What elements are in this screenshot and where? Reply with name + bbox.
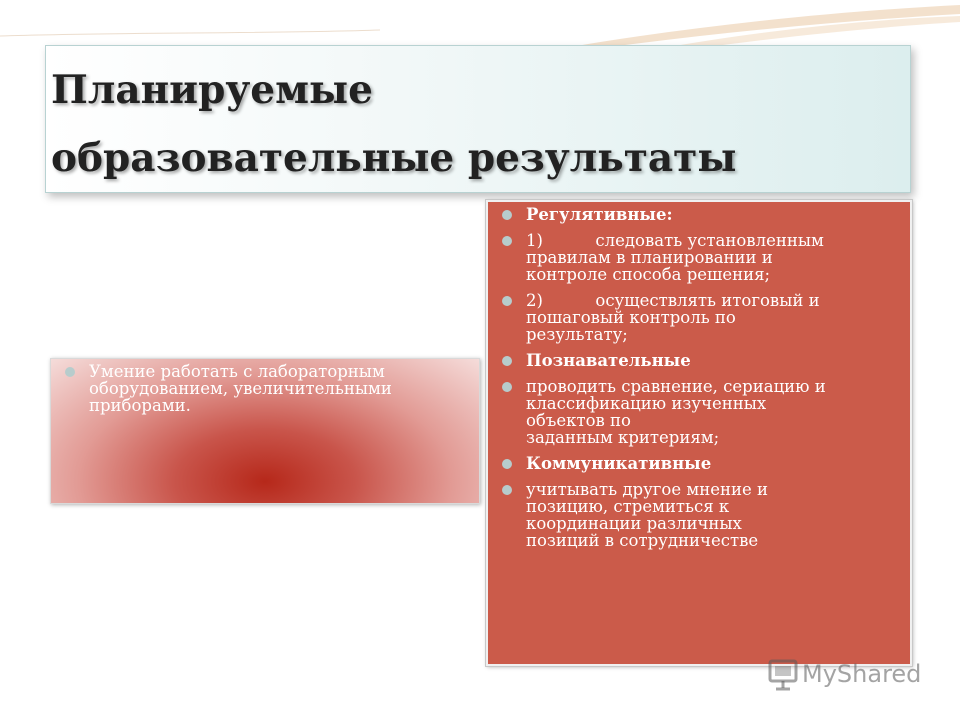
list-item [63,363,478,414]
list-item [500,232,908,283]
list-item-text: учитывать другое мнение и позицию, стремиться к координации различных позиций в сотрудничестве [526,480,768,550]
list-item [500,378,908,446]
bullet-dot-icon [502,236,512,246]
list-item-text: 2) осуществлять итоговый и пошаговый контроль по результату; [526,291,820,344]
list-item [500,481,908,549]
list-item-text: проводить сравнение, сериацию и классификацию изученных объектов по заданным критериям; [526,377,826,447]
list-item [500,352,908,369]
bullet-dot-icon [502,459,512,469]
bullet-dot-icon [65,367,75,377]
left-bullet-list [63,363,478,423]
title-box [45,45,911,193]
list-item-text: Регулятивные: [526,205,673,224]
bullet-dot-icon [502,485,512,495]
bullet-dot-icon [502,296,512,306]
list-item-text: Умение работать с лабораторным оборудованием, увеличительными приборами. [89,362,392,415]
list-item [500,455,908,472]
page-title-line-2: образовательные результаты [51,135,737,181]
list-item [500,292,908,343]
watermark-text: MyShared [802,660,922,688]
list-item-text: 1) следовать установленным правилам в планировании и контроле способа решения; [526,231,824,284]
page-title-line-1: Планируемые [51,67,373,113]
list-item-text: Коммуникативные [526,454,712,473]
bullet-dot-icon [502,382,512,392]
watermark [766,656,936,696]
right-bullet-list [500,206,908,558]
list-item [500,206,908,223]
bullet-dot-icon [502,210,512,220]
presentation-icon [766,658,800,692]
list-item-text: Познавательные [526,351,691,370]
right-content-panel [486,200,912,666]
left-content-panel [50,358,480,504]
bullet-dot-icon [502,356,512,366]
